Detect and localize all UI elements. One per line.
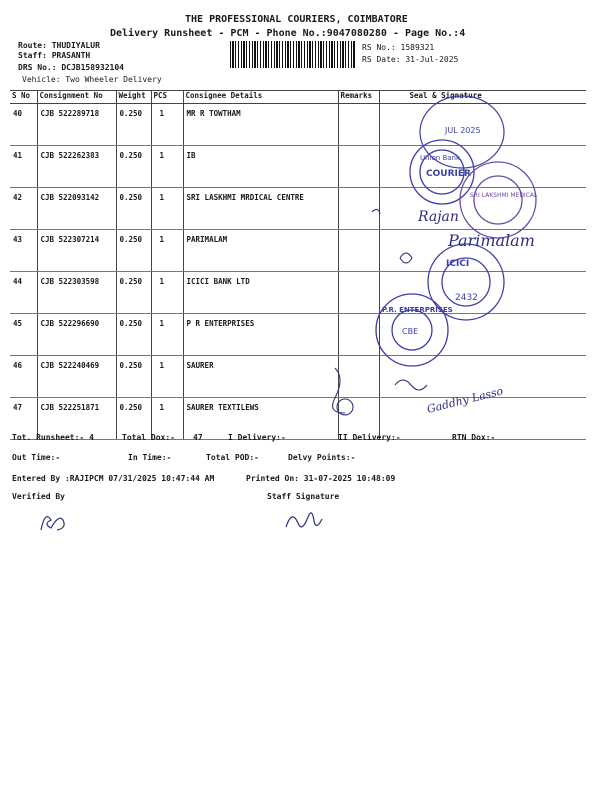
cell-sno: 46	[10, 356, 37, 398]
cell-consignee: IB	[183, 146, 338, 188]
cell-consignment: CJB 522307214	[37, 230, 116, 272]
staff-signature-label: Staff Signature	[267, 492, 340, 501]
cell-consignee: SRI LASKHMI MRDICAL CENTRE	[183, 188, 338, 230]
col-consignee: Consignee Details	[183, 91, 338, 104]
signature-scribble-47	[395, 380, 427, 390]
icici-stamp-text: ICICI	[446, 259, 470, 269]
cell-consignee: P R ENTERPRISES	[183, 314, 338, 356]
col-weight: Weight	[116, 91, 151, 104]
cell-consignment: CJB 522262383	[37, 146, 116, 188]
verified-signature	[36, 505, 76, 535]
vehicle-label: Vehicle: Two Wheeler Delivery	[22, 75, 162, 84]
cell-pcs: 1	[151, 146, 183, 188]
cell-consignee: PARIMALAM	[183, 230, 338, 272]
cell-weight: 0.250	[116, 398, 151, 440]
cell-consignee: SAURER	[183, 356, 338, 398]
cell-consignment: CJB 522251871	[37, 398, 116, 440]
signature-tick-mark	[372, 209, 380, 214]
out-time: Out Time:-	[12, 453, 61, 462]
cell-pcs: 1	[151, 356, 183, 398]
cell-pcs: 1	[151, 104, 183, 146]
cell-sno: 47	[10, 398, 37, 440]
cell-consignee: MR R TOWTHAM	[183, 104, 338, 146]
cell-pcs: 1	[151, 398, 183, 440]
bank-stamp-text: Union Bank	[420, 154, 461, 162]
i-delivery: I Delivery:-	[228, 433, 286, 442]
enterprises-stamp	[376, 294, 453, 366]
cell-weight: 0.250	[116, 356, 151, 398]
cell-pcs: 1	[151, 230, 183, 272]
cell-pcs: 1	[151, 314, 183, 356]
cell-sno: 40	[10, 104, 37, 146]
total-dox-value: 47	[193, 433, 203, 442]
col-consignment: Consignment No	[37, 91, 116, 104]
cell-weight: 0.250	[116, 146, 151, 188]
company-title: THE PROFESSIONAL COURIERS, COIMBATORE	[185, 14, 408, 25]
cell-weight: 0.250	[116, 272, 151, 314]
cell-sno: 41	[10, 146, 37, 188]
col-seal: Seal & Signature	[379, 91, 586, 104]
cell-pcs: 1	[151, 188, 183, 230]
cell-consignment: CJB 522093142	[37, 188, 116, 230]
cell-consignment: CJB 522296690	[37, 314, 116, 356]
cell-weight: 0.250	[116, 230, 151, 272]
cell-consignment: CJB 522303598	[37, 272, 116, 314]
signature-rajan: Rajan	[418, 209, 459, 225]
enterprises-short-text: CBE	[402, 327, 419, 336]
route-label: Route: THUDIYALUR	[18, 41, 100, 50]
date-stamp-text: JUL 2025	[445, 126, 481, 135]
cell-sno: 45	[10, 314, 37, 356]
runsheet-subtitle: Delivery Runsheet - PCM - Phone No.:9047080280 - Page No.:4	[110, 28, 466, 39]
total-pod: Total POD:-	[206, 453, 259, 462]
rs-date: RS Date: 31-Jul-2025	[362, 55, 459, 64]
printed-on: Printed On: 31-07-2025 10:48:09	[246, 474, 396, 483]
courier-stamp-text: COURIER	[426, 169, 471, 179]
tot-runsheet: Tot. Runsheet:- 4	[12, 433, 94, 442]
verified-by-label: Verified By	[12, 492, 65, 501]
drs-label: DRS No.: DCJB158932104	[18, 63, 124, 72]
cell-sno: 42	[10, 188, 37, 230]
cell-sno: 44	[10, 272, 37, 314]
rs-number: RS No.: 1589321	[362, 43, 435, 52]
cell-weight: 0.250	[116, 188, 151, 230]
enterprises-stamp-text: P.R. ENTERPRISES	[382, 306, 453, 314]
cell-consignment: CJB 522289718	[37, 104, 116, 146]
signature-line-46	[333, 368, 345, 413]
col-sno: S No	[10, 91, 37, 104]
cell-consignment: CJB 522240469	[37, 356, 116, 398]
signature-gaddhy: Gaddhy Lasso	[425, 384, 505, 416]
signature-99-mark	[400, 253, 412, 263]
icici-code-text: 2432	[455, 293, 478, 303]
delvy-points: Delvy Points:-	[288, 453, 356, 462]
in-time: In Time:-	[128, 453, 172, 462]
col-pcs: PCS	[151, 91, 183, 104]
cell-weight: 0.250	[116, 314, 151, 356]
cell-weight: 0.250	[116, 104, 151, 146]
entered-by: Entered By :RAJIPCM 07/31/2025 10:47:44 AM	[12, 474, 215, 483]
col-remarks: Remarks	[338, 91, 379, 104]
medical-stamp-text: SRI LAKSHMI MEDICAL	[470, 192, 538, 199]
staff-label: Staff: PRASANTH	[18, 51, 91, 60]
signature-parimalam: Parimalam	[448, 231, 535, 250]
bank-stamp	[410, 140, 474, 204]
cell-consignee: ICICI BANK LTD	[183, 272, 338, 314]
total-dox: Total Dox:-	[122, 433, 175, 442]
cell-consignee: SAURER TEXTILEWS	[183, 398, 338, 440]
staff-signature	[282, 505, 327, 535]
cell-pcs: 1	[151, 272, 183, 314]
rtn-dox: RTN Dox:-	[452, 433, 496, 442]
medical-stamp	[460, 162, 538, 238]
cell-sno: 43	[10, 230, 37, 272]
ii-delivery: II Delivery:-	[338, 433, 401, 442]
